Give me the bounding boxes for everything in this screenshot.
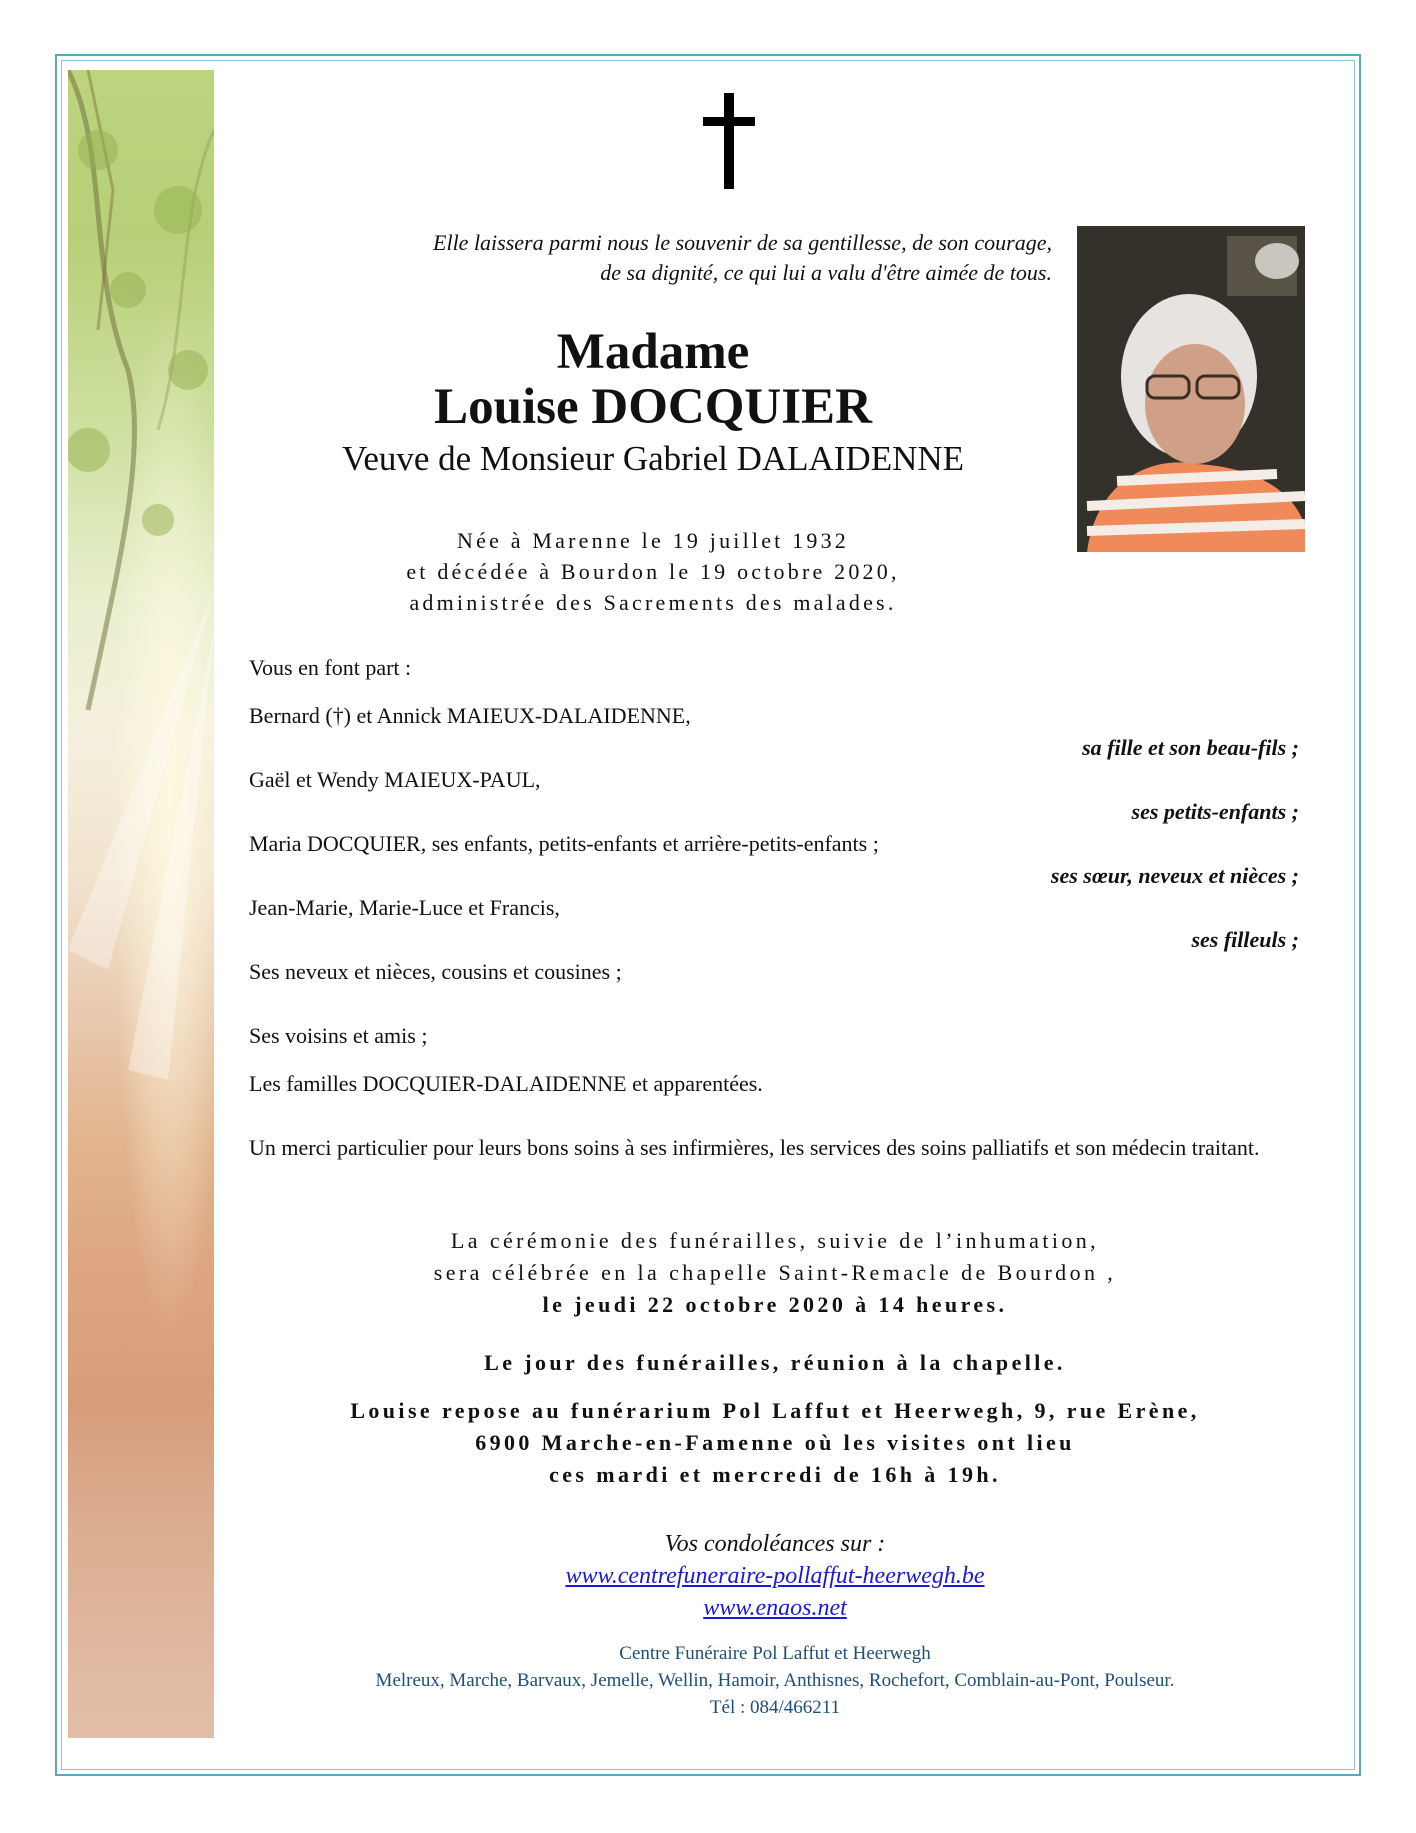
ceremony-date: le jeudi 22 octobre 2020 à 14 heures. xyxy=(542,1292,1008,1317)
sacrament-line: administrée des Sacrements des malades. xyxy=(409,590,897,615)
family-entry-name: Gaël et Wendy MAIEUX-PAUL, xyxy=(249,767,541,792)
epitaph-line: de sa dignité, ce qui lui a valu d'être aimée de tous. xyxy=(600,260,1052,285)
family-announcement xyxy=(249,652,1299,1164)
ceremony-line: sera célébrée en la chapelle Saint-Remacle de Bourdon , xyxy=(433,1260,1117,1285)
honorific: Madame xyxy=(556,324,750,380)
birth-death-info xyxy=(240,525,1066,618)
rest-info-line: Louise repose au funérarium Pol Laffut et Heerwegh, 9, rue Erène, xyxy=(350,1398,1200,1423)
family-nephews: Ses neveux et nièces, cousins et cousines ; xyxy=(249,959,622,984)
epitaph-line: Elle laissera parmi nous le souvenir de sa gentillesse, de son courage, xyxy=(433,230,1052,255)
ceremony-info xyxy=(240,1225,1310,1491)
condolences-link-enaos[interactable]: www.enaos.net xyxy=(703,1595,847,1621)
family-entry-relation: ses filleuls ; xyxy=(1191,927,1299,952)
portrait-photo xyxy=(1077,226,1305,552)
rest-info-line: ces mardi et mercredi de 16h à 19h. xyxy=(549,1462,1001,1487)
family-relatives: Les familles DOCQUIER-DALAIDENNE et apparentées. xyxy=(249,1071,763,1096)
death-line: et décédée à Bourdon le 19 octobre 2020, xyxy=(406,559,900,584)
forest-path-side-image xyxy=(68,70,214,1738)
family-entry-relation: sa fille et son beau-fils ; xyxy=(1082,735,1299,760)
condolences-link-funeral-home[interactable]: www.centrefuneraire-pollaffut-heerwegh.be xyxy=(565,1563,985,1589)
footer-locations: Melreux, Marche, Barvaux, Jemelle, Wellin, Hamoir, Anthisnes, Rochefort, Comblain-au-Pont, Poulseur. xyxy=(375,1670,1175,1691)
footer-company: Centre Funéraire Pol Laffut et Heerwegh xyxy=(619,1643,931,1664)
deceased-name: Louise DOCQUIER xyxy=(434,379,872,435)
condolences xyxy=(240,1528,1310,1624)
family-entry-name: Maria DOCQUIER, ses enfants, petits-enfants et arrière-petits-enfants ; xyxy=(249,831,879,856)
meeting-info: Le jour des funérailles, réunion à la chapelle. xyxy=(484,1350,1066,1375)
family-entry-name: Bernard (†) et Annick MAIEUX-DALAIDENNE, xyxy=(249,703,691,728)
family-entry-name: Jean-Marie, Marie-Luce et Francis, xyxy=(249,895,560,920)
family-entry-relation: ses sœur, neveux et nièces ; xyxy=(1050,863,1299,888)
epitaph xyxy=(250,228,1052,288)
footer-phone: Tél : 084/466211 xyxy=(709,1697,841,1718)
family-neighbors: Ses voisins et amis ; xyxy=(249,1023,428,1048)
ceremony-line: La cérémonie des funérailles, suivie de l’inhumation, xyxy=(450,1228,1100,1253)
footer xyxy=(240,1640,1310,1721)
condolences-label: Vos condoléances sur : xyxy=(664,1531,886,1557)
thanks-paragraph: Un merci particulier pour leurs bons soins à ses infirmières, les services des soins palliatifs et son médecin traitant. xyxy=(249,1135,1260,1160)
deceased-name-block xyxy=(240,325,1066,481)
family-intro: Vous en font part : xyxy=(249,655,412,680)
birth-line: Née à Marenne le 19 juillet 1932 xyxy=(457,528,849,553)
cross-icon xyxy=(703,93,755,189)
rest-info-line: 6900 Marche-en-Famenne où les visites ont lieu xyxy=(475,1430,1075,1455)
family-entry-relation: ses petits-enfants ; xyxy=(1131,799,1299,824)
widow-line: Veuve de Monsieur Gabriel DALAIDENNE xyxy=(341,439,965,478)
